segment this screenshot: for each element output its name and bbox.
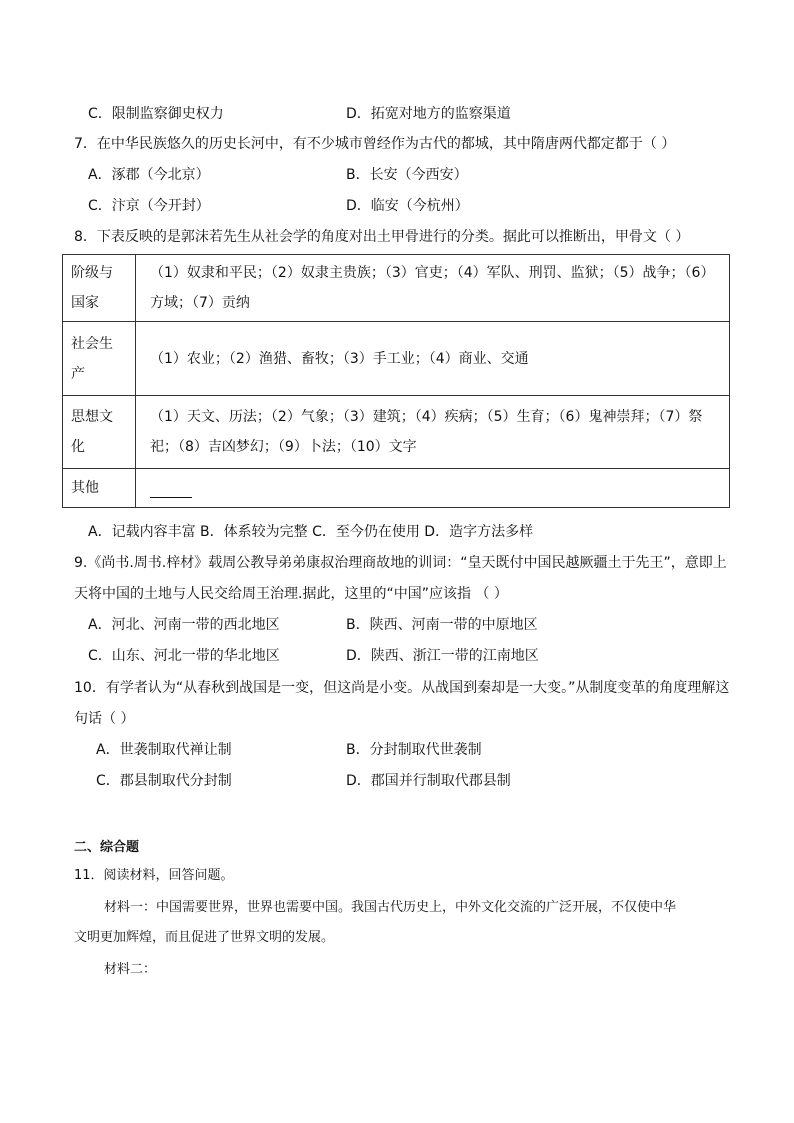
q9-option-b: B．陕西、河南一带的中原地区: [346, 617, 538, 633]
content-line: （1）奴隶和平民；（2）奴隶主贵族；（3）官吏；（4）军队、刑罚、监狱；（5）战争；（6）: [150, 265, 715, 281]
q10-option-b: B．分封制取代世袭制: [346, 742, 482, 758]
table-row-content: [136, 322, 730, 396]
header-line: 国家: [71, 295, 99, 311]
material-1-line-2: 文明更加辉煌，而且促进了世界文明的发展。: [74, 930, 335, 945]
q10-option-d: D．郡国并行制取代郡县制: [346, 773, 511, 789]
table-row-header: [63, 322, 136, 396]
content-line: 方域；（7）贡纳: [150, 295, 250, 311]
answer-blank[interactable]: [150, 479, 192, 498]
q6-option-d: D．拓宽对地方的监察渠道: [346, 106, 511, 122]
table-row-content: [136, 469, 730, 508]
table-row: [63, 469, 730, 508]
table-row: [63, 322, 730, 396]
q10-option-a: A．世袭制取代禅让制: [96, 742, 232, 758]
header-line: 化: [71, 439, 85, 455]
header-line: 其他: [71, 480, 99, 496]
table-row-content: [136, 396, 730, 469]
q11-stem: 11．阅读材料，回答问题。: [74, 868, 234, 883]
q10-stem-line-2: 句话（ ）: [74, 711, 135, 727]
q9-stem-line-2: 天将中国的土地与人民交给周王治理.据此，这里的“中国”应该指 （ ）: [74, 586, 508, 602]
table-row-header: [63, 396, 136, 469]
q9-stem-line-1: 9.《尚书.周书.梓材》载周公教导弟弟康叔治理商故地的训词：“皇天既付中国民越厥疆土于先王”，意即上: [74, 555, 727, 571]
material-2-label: 材料二：: [104, 962, 157, 977]
material-1-line-1: 材料一：中国需要世界，世界也需要中国。我国古代历史上，中外文化交流的广泛开展，不仅使中华: [104, 900, 677, 915]
section-title: 二、综合题: [74, 840, 140, 855]
q8-table: [62, 254, 730, 508]
q10-stem-line-1: 10．有学者认为“从春秋到战国是一变，但这尚是小变。从战国到秦却是一大变。”从制度变革的角度理解这: [74, 680, 730, 696]
q10-option-c: C．郡县制取代分封制: [96, 773, 232, 789]
q7-option-c: C．汴京（今开封）: [88, 198, 210, 214]
table-row: [63, 255, 730, 322]
q9-option-a: A．河北、河南一带的西北地区: [88, 617, 280, 633]
table-row-content: [136, 255, 730, 322]
table-row: [63, 396, 730, 469]
q7-option-d: D．临安（今杭州）: [346, 198, 469, 214]
q8-options: A．记载内容丰富 B．体系较为完整 C．至今仍在使用 D．造字方法多样: [88, 524, 534, 540]
content-line: 祀；（8）吉凶梦幻；（9）卜法；（10）文字: [150, 439, 417, 455]
q8-stem: 8．下表反映的是郭沫若先生从社会学的角度对出土甲骨进行的分类。据此可以推断出，甲骨文（ ）: [74, 229, 690, 245]
q7-option-a: A．涿郡（今北京）: [88, 167, 210, 183]
q9-option-d: D．陕西、浙江一带的江南地区: [346, 648, 539, 664]
header-line: 社会生: [71, 335, 113, 352]
q7-stem: 7．在中华民族悠久的历史长河中，有不少城市曾经作为古代的都城，其中隋唐两代都定都于（ ）: [74, 136, 676, 152]
table-row-header: [63, 255, 136, 322]
content-line: （1）天文、历法；（2）气象；（3）建筑；（4）疾病；（5）生育；（6）鬼神崇拜；（7）祭: [150, 409, 703, 425]
header-line: 产: [71, 365, 85, 382]
q9-option-c: C．山东、河北一带的华北地区: [88, 648, 280, 664]
header-line: 阶级与: [71, 265, 113, 281]
table-row-header: [63, 469, 136, 508]
q7-option-b: B．长安（今西安）: [346, 167, 468, 183]
q6-option-c: C．限制监察御史权力: [88, 106, 224, 122]
header-line: 思想文: [71, 409, 113, 425]
content-line: （1）农业；（2）渔猎、畜牧；（3）手工业；（4）商业、交通: [150, 350, 529, 367]
